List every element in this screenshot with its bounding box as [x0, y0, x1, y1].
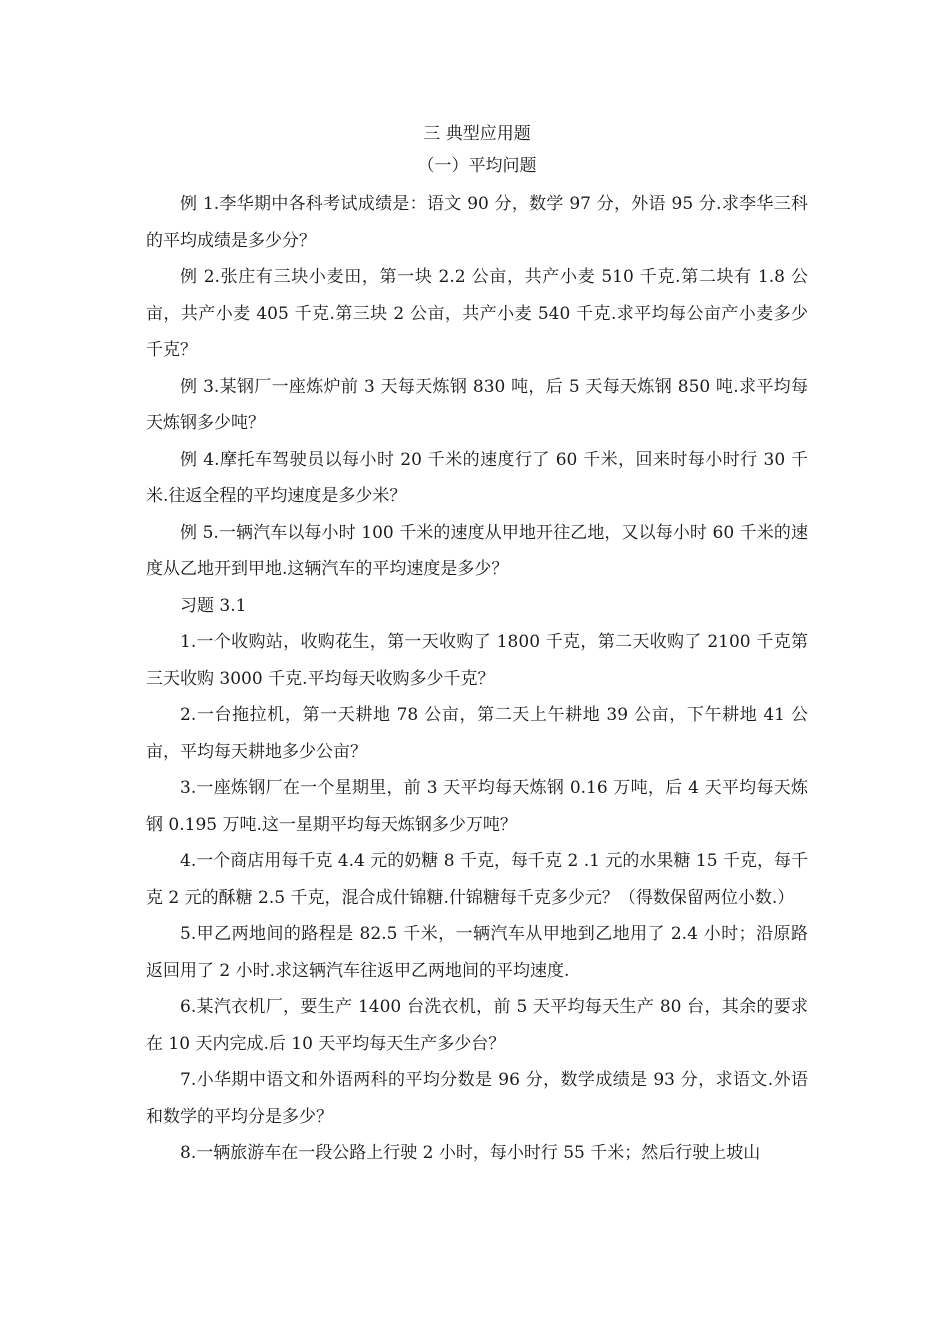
example-3: 例 3.某钢厂一座炼炉前 3 天每天炼钢 830 吨，后 5 天每天炼钢 850 吨.求平均每天炼钢多少吨？: [146, 376, 808, 433]
exercise-7: 7.小华期中语文和外语两科的平均分数是 96 分，数学成绩是 93 分，求语文.外语和数学的平均分是多少？: [146, 1070, 808, 1127]
example-5: 例 5.一辆汽车以每小时 100 千米的速度从甲地开往乙地，又以每小时 60 千米的速度从乙地开到甲地.这辆汽车的平均速度是多少？: [146, 522, 808, 579]
section-title: 三 典型应用题: [423, 124, 531, 144]
example-2: 例 2.张庄有三块小麦田，第一块 2.2 公亩，共产小麦 510 千克.第二块有 1.8 公亩，共产小麦 405 千克.第三块 2 公亩，共产小麦 540 千克.求平均每公亩产小麦多少千克？: [146, 267, 808, 360]
exercise-1: 1.一个收购站，收购花生，第一天收购了 1800 千克，第二天收购了 2100 千克第三天收购 3000 千克.平均每天收购多少千克？: [146, 632, 808, 689]
exercise-3: 3.一座炼钢厂在一个星期里，前 3 天平均每天炼钢 0.16 万吨，后 4 天平均每天炼钢 0.195 万吨.这一星期平均每天炼钢多少万吨？: [146, 778, 808, 835]
exercise-heading: 习题 3.1: [180, 595, 247, 616]
exercise-4: 4.一个商店用每千克 4.4 元的奶糖 8 千克，每千克 2 .1 元的水果糖 15 千克，每千克 2 元的酥糖 2.5 千克，混合成什锦糖.什锦糖每千克多少元？（得数保留两位小数.）: [146, 851, 808, 908]
example-1: 例 1.李华期中各科考试成绩是：语文 90 分，数学 97 分，外语 95 分.求李华三科的平均成绩是多少分？: [146, 194, 808, 251]
exercise-2: 2.一台拖拉机，第一天耕地 78 公亩，第二天上午耕地 39 公亩，下午耕地 41 公亩，平均每天耕地多少公亩？: [146, 705, 808, 762]
exercise-5: 5.甲乙两地间的路程是 82.5 千米，一辆汽车从甲地到乙地用了 2.4 小时；沿原路返回用了 2 小时.求这辆汽车往返甲乙两地间的平均速度.: [146, 924, 808, 981]
exercise-8: 8.一辆旅游车在一段公路上行驶 2 小时，每小时行 55 千米；然后行驶上坡山: [180, 1143, 761, 1163]
document-page: [146, 118, 808, 1172]
section-subtitle: （一）平均问题: [417, 156, 537, 176]
exercise-6: 6.某汽衣机厂，要生产 1400 台洗衣机，前 5 天平均每天生产 80 台，其余的要求在 10 天内完成.后 10 天平均每天生产多少台？: [146, 997, 808, 1054]
example-4: 例 4.摩托车驾驶员以每小时 20 千米的速度行了 60 千米，回来时每小时行 30 千米.往返全程的平均速度是多少米？: [146, 449, 808, 506]
